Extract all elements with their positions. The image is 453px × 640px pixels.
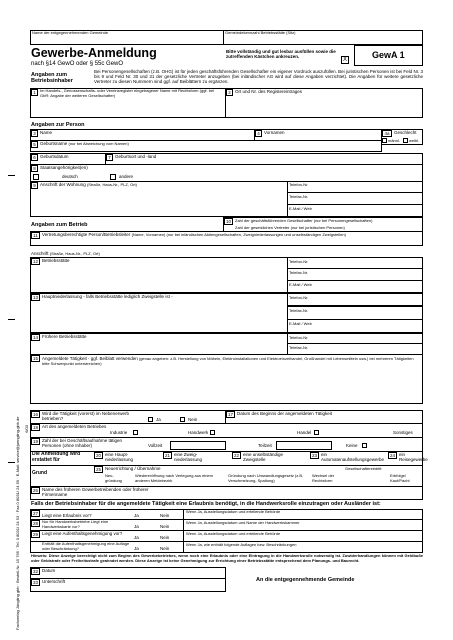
- premises-phone-label: Telefon-Nr.: [289, 259, 309, 264]
- form-version-code: 6/03: [24, 425, 29, 433]
- field-5-number: 5: [31, 141, 38, 148]
- field-27-note: Wenn Ja, Ausstellungsdatum und erteilende Behörde: [186, 509, 281, 514]
- field-2-label: Ort und Nr. des Registereintrages: [235, 89, 303, 94]
- field-12-label: Betriebsstätte: [42, 258, 70, 263]
- business-heading: Angaben zum Betrieb: [31, 222, 88, 228]
- field-7-label: Geburtsort und -land: [115, 154, 157, 159]
- field-6-label: Geburtsdatum: [40, 154, 69, 159]
- field-29-note: Wenn Ja, Ausstellungsdatum und erteilende Behörde: [186, 531, 281, 536]
- fold-mark-middle: [8, 319, 15, 320]
- business-address-label: Anschrift (Straße, Haus-Nr., PLZ, Ort): [31, 251, 100, 256]
- field-29-label: Liegt eine Aufenthaltsgenehmigung vor?: [42, 531, 123, 536]
- employees-parttime-field[interactable]: [276, 441, 332, 450]
- field-17-label: Datum des Beginns der angemeldeten Tätigkeit: [237, 411, 332, 416]
- hq-phone-label: Telefon-Nr.: [289, 295, 309, 300]
- side-business-no-label: Nein: [188, 417, 198, 422]
- addressee-label: An die entgegennehmende Gemeinde: [256, 577, 355, 583]
- field-20-label: eine Haupt-niederlassung: [105, 452, 134, 463]
- field-5-label: Geburtsname (nur bei Abweichung vom Namen): [40, 141, 129, 146]
- field-7-number: 7: [106, 154, 113, 161]
- field-29-number: 29: [32, 532, 38, 537]
- fold-mark-bottom: [8, 462, 15, 463]
- field-28-label: Nur für Handwerksbetriebe Liegt eine Handwerkskarte vor?: [42, 519, 109, 529]
- gender-female-label: weibl.: [409, 138, 420, 143]
- field-14-label: Frühere Betriebsstätte: [42, 334, 87, 339]
- reason-founding-label: Gründung nach Umwandlungsgesetz (z.B. Verschmelzung, Spaltung): [228, 473, 304, 483]
- field-10b-label: Zahl der gesetzlichen Vertreter (nur bei juristischen Personen): [235, 225, 345, 230]
- type-trade-checkbox[interactable]: [314, 430, 319, 435]
- nationality-german-checkbox[interactable]: [33, 174, 39, 180]
- permits-heading: Falls der Betriebsinhaber für die angemeldete Tätigkeit eine Erlaubnis benötigt, in die Handwerksrolle einzutragen oder Ausländer ist:: [31, 501, 381, 507]
- form-code: GewA 1: [372, 50, 405, 60]
- field-9-number: 9: [31, 182, 38, 189]
- field-25-label: Neuerrichtung / Übernahme: [105, 466, 161, 471]
- field-24-number: 24: [389, 453, 395, 458]
- field-18-label: Art des angemeldeten Betriebes: [42, 424, 107, 429]
- employees-fulltime-field[interactable]: [170, 441, 226, 450]
- field-26-number: 26: [32, 488, 38, 493]
- field-12-number: 12: [32, 259, 38, 264]
- field-10-label: Zahl der geschäftsführenden Gesellschafter (nur bei Personengesellschaften): [235, 218, 373, 223]
- field-20-number: 20: [95, 453, 101, 458]
- field-9-label: Anschrift der Wohnung (Straße, Haus-Nr., PLZ, Ort): [40, 182, 137, 187]
- field-29b-label: Enthält die Aufenthaltsgenehmigung eine Auflage oder Beschränkung?: [42, 541, 130, 551]
- owner-heading: Angaben zum Betriebsinhaber: [31, 72, 73, 85]
- reason-inheritance-label: Erbfolge/ Kauf/Pacht: [390, 473, 410, 483]
- municipality-code-label: Gemeindekennzahl Betriebsstätte (Sitz): [225, 30, 296, 35]
- field-4a-number: 4a: [382, 130, 392, 137]
- field-29b-no: Nein: [160, 546, 170, 551]
- home-fax-label: Telefax-Nr.: [289, 194, 309, 199]
- type-other-label: Sonstiges: [393, 430, 413, 435]
- field-8-nationality: [30, 164, 423, 182]
- employees-none-label: Keine: [346, 443, 358, 448]
- premises-fax-label: Telefax-Nr.: [289, 270, 309, 275]
- reason-label: Grund: [32, 470, 47, 476]
- registration-type-heading: Die Anmeldung wird erstattet für: [32, 451, 81, 463]
- hq-fax-label: Telefax-Nr.: [289, 308, 309, 313]
- field-11-number: 11: [31, 232, 40, 239]
- field-4a-label: Geschlecht: [394, 130, 417, 135]
- field-21-label: eine Zweig-niederlassung: [174, 452, 203, 463]
- side-business-no-checkbox[interactable]: [180, 417, 185, 422]
- field-29-yes: Ja: [134, 535, 139, 540]
- field-2-number: 2: [226, 89, 233, 96]
- field-29b-divider: [183, 541, 184, 553]
- field-3-number: 3: [31, 130, 38, 137]
- gender-male-checkbox[interactable]: [382, 138, 387, 143]
- field-24-label: ein Reisegewerbe: [399, 452, 428, 463]
- instruction-text: Bitte vollständig und gut lesbar ausfüllen sowie die zutreffenden Kästchen ankreuzen.: [226, 49, 336, 60]
- field-27-label: Liegt eine Erlaubnis vor?: [42, 513, 92, 518]
- field-1-number: 1: [31, 89, 38, 96]
- reason-succession-label: Wiedereröffnung nach Verlegung aus einem anderen Meldebezirk: [135, 473, 213, 483]
- nationality-german-label: deutsch: [62, 174, 78, 179]
- type-industry-label: Industrie: [110, 430, 128, 435]
- type-industry-checkbox[interactable]: [133, 430, 138, 435]
- fold-mark-top: [8, 175, 15, 176]
- field-27-number: 27: [32, 511, 38, 516]
- field-32-number: 32: [32, 569, 38, 574]
- publisher-sidebar: Fachverlag Jüngling gbb · Bestell-Nr. 15 765 · Tel. 0 8031/ 24 53 · Fax 0 8031/ 24 59 · E-Mail: service@juengling-gbb.de: [15, 416, 20, 630]
- field-10-number: 10: [225, 219, 231, 224]
- field-23-label: ein Automatenaufstellungsgewerbe: [321, 452, 385, 463]
- field-4-number: 4: [255, 130, 262, 137]
- field-28-number: 28: [32, 521, 38, 526]
- nationality-other-checkbox[interactable]: [110, 174, 116, 180]
- field-29b-note: Wenn Ja, wie enthält folgende Auflagen bzw. Beschränkungen: [186, 542, 297, 547]
- gender-male-label: männl.: [388, 138, 401, 143]
- employees-parttime-label: Teilzeit: [258, 443, 272, 448]
- owner-info-text: Bei Personengesellschaften (z.B. OHG) ist für jeden geschäftsführenden Gesellschafter ein eigener Vordruck auszufüllen. Bei juristischen Personen ist bei Feld Nr. 3 bis 9 und Feld Nr. 30 und 31 der gesetzliche Vertreter anzugeben (bei inländischer AG wird auf diese Angaben verzichtet). Die Angaben für weitere gesetzliche Vertreter zu diesen Nummern sind ggf. auf Beiblättern zu ergänzen.: [94, 69, 423, 85]
- field-8-label: Staatsangehörigkeit(en): [40, 165, 88, 170]
- field-27-no: Nein: [160, 513, 170, 518]
- field-27-yes: Ja: [134, 513, 139, 518]
- side-business-yes-label: Ja: [156, 417, 161, 422]
- field-32-label: Datum: [42, 568, 56, 573]
- field-28-note: Wenn Ja, Ausstellungsdatum und Name der Handwerkskammer: [186, 520, 300, 525]
- field-28-yes: Ja: [134, 524, 139, 529]
- former-phone-label: Telefon-Nr.: [289, 335, 309, 340]
- employees-fulltime-label: Vollzeit: [148, 443, 163, 448]
- home-email-label: E-Mail / Web: [289, 206, 312, 211]
- field-11-label: Vertretungsberechtigte Person/Betriebsleiter (Name, Vornamen) (nur bei inländischen Aktiengesellschaften, Zweigniederlassungen und unselbständigen Zweigstellen): [42, 232, 346, 237]
- field-4-label: Vornamen: [264, 130, 285, 135]
- field-3-label: Name: [40, 130, 53, 135]
- field-29b-yes: Ja: [134, 546, 139, 551]
- field-15-number: 15: [32, 356, 38, 361]
- municipality-name-label: Name der entgegennehmenden Gemeinde: [32, 30, 109, 35]
- field-33-label: Unterschrift: [42, 579, 66, 584]
- field-33-number: 33: [32, 580, 38, 585]
- former-fax-label: Telefax-Nr.: [289, 345, 309, 350]
- instruction-mark-box: X: [342, 57, 347, 63]
- field-22-label: eine unselbständige Zweigstelle: [243, 452, 284, 463]
- field-26-label: Name des früheren Gewerbetreibenden oder früherer Firmenname: [42, 487, 149, 498]
- field-28-no: Nein: [160, 524, 170, 529]
- type-trade-label: Handel: [297, 430, 312, 435]
- field-23-number: 23: [311, 453, 317, 458]
- gender-female-checkbox[interactable]: [403, 138, 408, 143]
- reason-change-legal-label: Wechsel der Rechtsform: [312, 473, 335, 483]
- form-title: Gewerbe-Anmeldung: [31, 46, 157, 60]
- reason-new-label: Neu-gründung: [105, 473, 122, 483]
- field-19-label: Zahl der bei Geschäftsaufnahme tätigen Personen (ohne Inhaber): [42, 438, 123, 449]
- field-15-label: Angemeldete Tätigkeit - ggf. Beiblatt verwenden (genau angeben: z.B. Herstellung von Möbeln, Elektroinstallationen und Elektroeinzelhandel, Großhandel mit Lebensmitteln usw.) bei mehreren Tätigkeiten bitte Schwerpunkt unterstreichen): [42, 356, 414, 366]
- field-22-number: 22: [233, 453, 239, 458]
- field-16-number: 16: [32, 412, 38, 417]
- field-19-number: 19: [32, 439, 38, 444]
- hq-email-label: E-Mail / Web: [289, 321, 312, 326]
- type-craft-label: Handwerk: [188, 430, 209, 435]
- field-8-number: 8: [31, 165, 38, 172]
- person-heading: Angaben zur Person: [31, 122, 85, 128]
- nationality-other-label: andere: [119, 174, 134, 179]
- field-29-no: Nein: [160, 535, 170, 540]
- employees-none-checkbox[interactable]: [362, 443, 367, 448]
- field-25-number: 25: [95, 467, 101, 472]
- field-21-number: 21: [164, 453, 170, 458]
- field-6-number: 6: [31, 154, 38, 161]
- type-craft-checkbox[interactable]: [210, 430, 215, 435]
- home-phone-label: Telefon-Nr.: [289, 182, 309, 187]
- form-subtitle: nach §14 GewO oder § 55c GewO: [31, 61, 124, 67]
- field-17-number: 17: [227, 412, 233, 417]
- reason-partner-entry-label: Gesellschaftereintritt: [345, 466, 382, 471]
- side-business-yes-checkbox[interactable]: [148, 417, 153, 422]
- field-1-label: Im Handels-, Genossenschafts- oder Vereinsregister eingetragener Name mit Rechtsform (ggf. bei GbR: Angabe der weiteren Gesellschafter): [40, 88, 215, 98]
- field-14-number: 14: [32, 335, 38, 340]
- premises-email-label: E-Mail / Web: [289, 282, 312, 287]
- field-18-number: 18: [32, 425, 38, 430]
- legal-notice: Hinweis: Diese Anzeige berechtigt nicht zum Beginn des Gewerbebetriebes, wenn noch eine Erlaubnis oder eine Eintragung in die Handwerksrolle notwendig ist. Zuwiderhandlungen können mit Geldbuße oder Geldstrafe oder Freiheitsstrafe geahndet werden. Diese Anzeige ist keine Genehmigung zur Errichtung einer Betriebsstätte entsprechend dem Planungs- und Baurecht.: [31, 553, 423, 563]
- field-13-number: 13: [32, 295, 38, 300]
- field-16-label: Wird die Tätigkeit (vorerst) im Nebenerwerb betrieben?: [42, 411, 129, 422]
- field-13-label: Hauptniederlassung - falls Betriebsstätte lediglich Zweigstelle ist -: [42, 294, 173, 299]
